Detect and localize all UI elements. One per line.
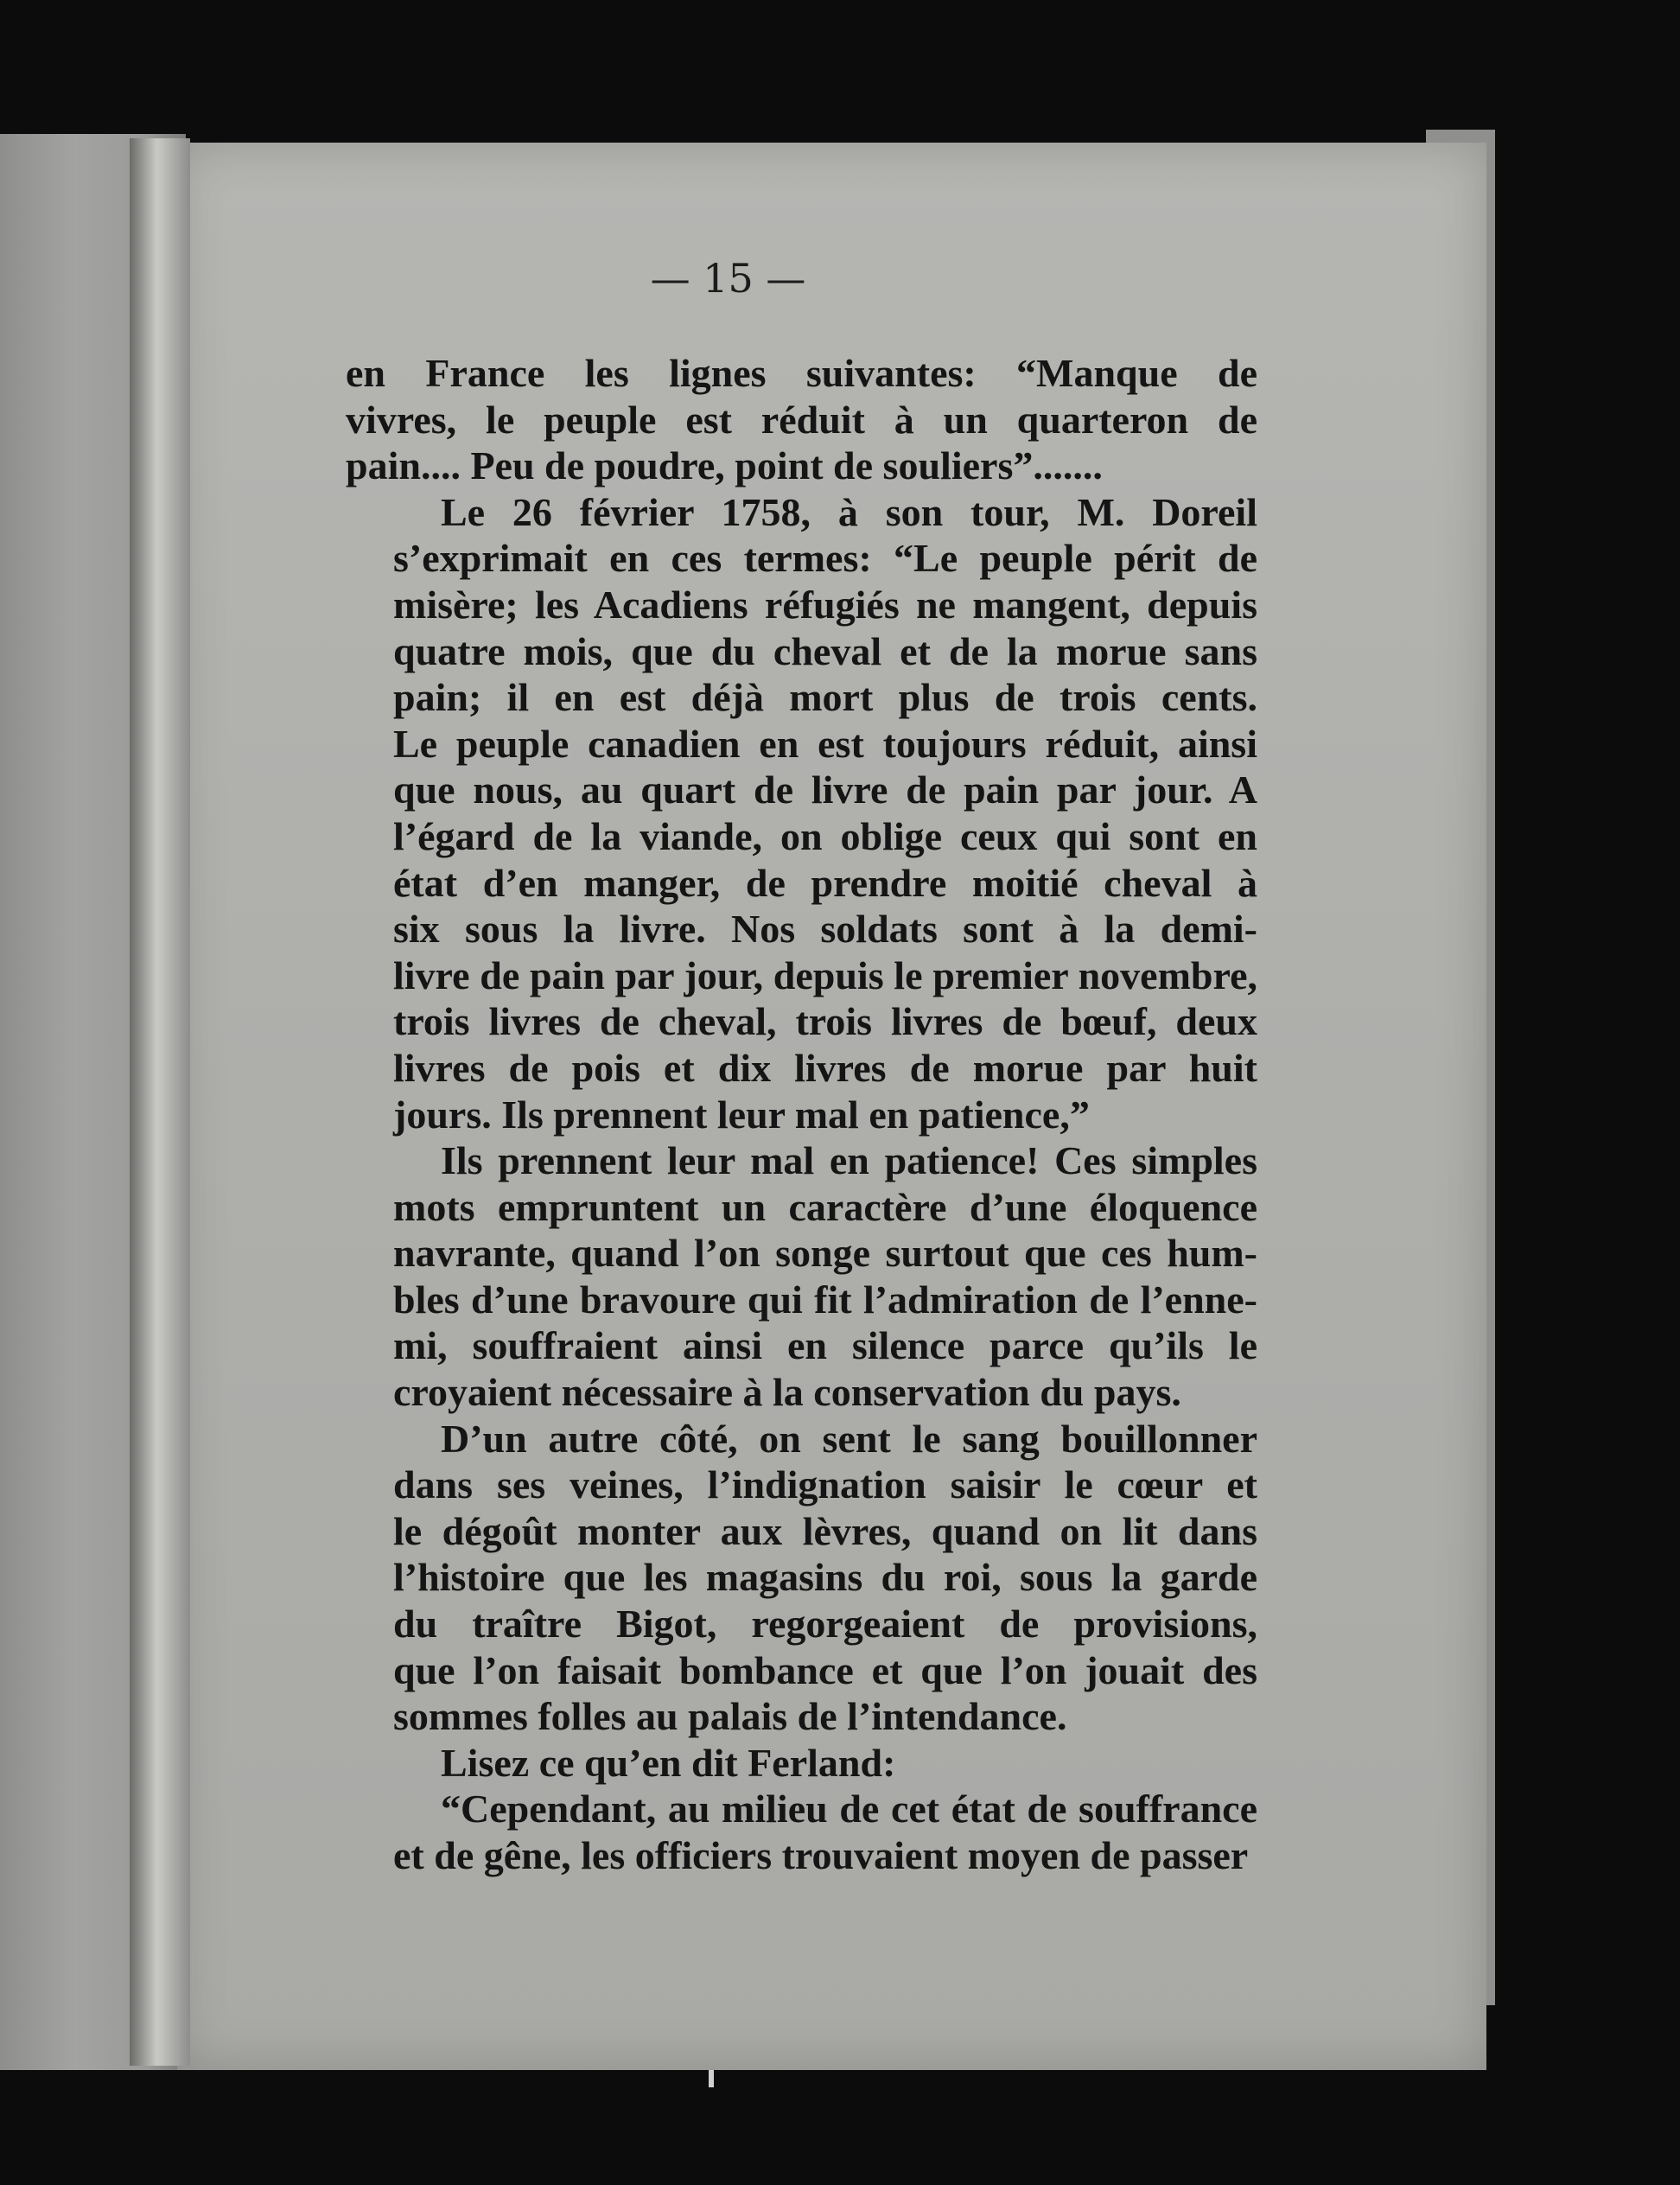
text-line: état d’en manger, de prendre moitié cheval à xyxy=(393,860,1257,905)
text-line: livres de pois et dix livres de morue par huit xyxy=(393,1045,1257,1090)
book-page xyxy=(177,143,1486,2070)
scan-mark xyxy=(709,2070,714,2087)
text-line: dans ses veines, l’indignation saisir le cœur et xyxy=(393,1462,1257,1507)
page-number: — 15 — xyxy=(650,255,806,302)
text-line: l’égard de la viande, on oblige ceux qui sont en xyxy=(393,813,1257,858)
text-line: “Cependant, au milieu de cet état de souffrance xyxy=(441,1787,1257,1831)
text-line: jours. Ils prennent leur mal en patience,” xyxy=(393,1092,1090,1137)
text-line: Le 26 février 1758, à son tour, M. Doreil xyxy=(441,489,1257,534)
paragraph xyxy=(346,350,1257,489)
text-line: navrante, quand l’on songe surtout que ces hum- xyxy=(393,1231,1257,1276)
text-line: Le peuple canadien en est toujours réduit, ainsi xyxy=(393,721,1257,766)
text-line: bles d’une bravoure qui fit l’admiration de l’enne- xyxy=(393,1277,1257,1322)
body-text xyxy=(346,350,1257,1879)
text-line: Lisez ce qu’en dit Ferland: xyxy=(441,1740,896,1785)
text-line: six sous la livre. Nos soldats sont à la demi- xyxy=(393,907,1257,952)
text-line: croyaient nécessaire à la conservation du pays. xyxy=(393,1370,1181,1415)
text-line: livre de pain par jour, depuis le premier novembre, xyxy=(393,952,1257,997)
paragraph xyxy=(346,1740,1257,1787)
text-line: que l’on faisait bombance et que l’on jouait des xyxy=(393,1647,1257,1692)
text-line: D’un autre côté, on sent le sang bouillonner xyxy=(441,1416,1257,1461)
text-line: quatre mois, que du cheval et de la morue sans xyxy=(393,628,1257,673)
text-line: du traître Bigot, regorgeaient de provisions, xyxy=(393,1602,1257,1647)
text-line: l’histoire que les magasins du roi, sous la garde xyxy=(393,1555,1257,1600)
text-line: s’exprimait en ces termes: “Le peuple périt de xyxy=(393,536,1257,581)
text-line: pain.... Peu de poudre, point de souliers”....... xyxy=(346,443,1103,488)
text-line: sommes folles au palais de l’intendance. xyxy=(393,1694,1067,1739)
book-gutter xyxy=(130,138,190,2066)
paragraph xyxy=(346,1137,1257,1416)
text-line: le dégoût monter aux lèvres, quand on lit dans xyxy=(393,1508,1257,1553)
paragraph xyxy=(346,1416,1257,1740)
text-line: en France les lignes suivantes: “Manque de xyxy=(346,351,1257,395)
paragraph xyxy=(346,489,1257,1137)
text-line: mi, souffraient ainsi en silence parce qu’ils le xyxy=(393,1323,1257,1368)
text-line: misère; les Acadiens réfugiés ne mangent, depuis xyxy=(393,582,1257,627)
text-line: vivres, le peuple est réduit à un quarteron de xyxy=(346,397,1257,442)
text-line: Ils prennent leur mal en patience! Ces simples xyxy=(441,1138,1257,1183)
text-line: mots empruntent un caractère d’une éloquence xyxy=(393,1184,1257,1229)
text-line: pain; il en est déjà mort plus de trois cents. xyxy=(393,675,1257,720)
text-line: que nous, au quart de livre de pain par jour. A xyxy=(393,768,1257,812)
paragraph xyxy=(346,1786,1257,1878)
text-line: trois livres de cheval, trois livres de bœuf, deux xyxy=(393,999,1257,1044)
text-line: et de gêne, les officiers trouvaient moyen de passer xyxy=(393,1833,1249,1877)
